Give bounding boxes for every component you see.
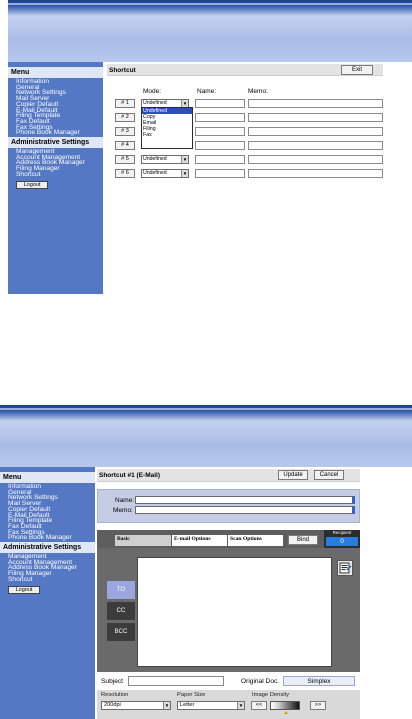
- shortcut-1-name-field[interactable]: [195, 99, 245, 108]
- address-book-icon-glyph: [338, 561, 352, 575]
- sidebar-item-email-default[interactable]: E-Mail Default: [16, 106, 58, 114]
- mode-dropdown-list: [141, 107, 193, 149]
- logout-button[interactable]: Logout: [16, 181, 48, 189]
- menu-list: [0, 483, 95, 542]
- shortcut-5-button[interactable]: # 5: [115, 155, 135, 164]
- shortcut-3-name-field[interactable]: [195, 127, 245, 136]
- original-doc-value[interactable]: Simplex: [283, 676, 355, 686]
- shortcut-5-mode-select[interactable]: [141, 155, 189, 164]
- sidebar-item-filing-manager[interactable]: Filing Manager: [8, 570, 52, 578]
- sidebar-item-fax-default[interactable]: Fax Default: [16, 117, 50, 125]
- shortcut-4-memo-field[interactable]: [248, 141, 383, 150]
- address-book-icon[interactable]: [337, 560, 353, 576]
- original-doc-label: Original Doc.: [241, 678, 280, 685]
- menu-heading: Menu: [8, 67, 103, 78]
- update-button[interactable]: Update: [278, 470, 308, 480]
- exit-button[interactable]: Exit: [341, 65, 373, 75]
- sidebar-item-management[interactable]: Management: [8, 553, 47, 561]
- sidebar-item-network-settings[interactable]: Network Settings: [8, 494, 58, 502]
- admin-list: [0, 553, 95, 584]
- address-list[interactable]: [137, 557, 332, 667]
- image-density-label: Image Density: [252, 692, 290, 698]
- admin-heading: Administrative Settings: [0, 542, 95, 553]
- tab-email-options[interactable]: E-mail Options: [172, 535, 227, 546]
- header-banner: [0, 405, 412, 467]
- shortcut-2-memo-field[interactable]: [248, 113, 383, 122]
- shortcut-4-button[interactable]: # 4: [115, 141, 135, 150]
- sidebar-item-general[interactable]: General: [16, 83, 40, 91]
- sidebar-item-fax-default[interactable]: Fax Default: [8, 522, 42, 530]
- sidebar-item-shortcut[interactable]: Shortcut: [8, 575, 33, 583]
- tab-bcc[interactable]: BCC: [107, 623, 135, 641]
- sidebar-item-network-settings[interactable]: Network Settings: [16, 89, 66, 97]
- density-scale: [270, 701, 300, 710]
- cancel-button[interactable]: Cancel: [314, 470, 344, 480]
- menu-heading: Menu: [0, 472, 95, 483]
- mode-option-filing[interactable]: Filing: [143, 126, 156, 132]
- chevron-down-icon: ▼: [238, 703, 244, 708]
- sidebar: [8, 62, 103, 294]
- subject-label: Subject: [101, 678, 123, 685]
- memo-label: Memo:: [113, 507, 133, 514]
- shortcut-6-name-field[interactable]: [195, 169, 245, 178]
- sidebar-item-account-management[interactable]: Account Management: [8, 558, 73, 566]
- shortcut-4-name-field[interactable]: [195, 141, 245, 150]
- shortcut-6-memo-field[interactable]: [248, 169, 383, 178]
- tab-to[interactable]: TO: [107, 581, 135, 599]
- sidebar-item-mail-server[interactable]: Mail Server: [8, 500, 42, 508]
- density-increase-button[interactable]: >>: [310, 701, 326, 710]
- sidebar-item-general[interactable]: General: [8, 488, 32, 496]
- paper-size-value: Letter: [180, 702, 195, 708]
- sidebar-item-information[interactable]: Information: [8, 483, 41, 490]
- shortcut-detail-screen: [0, 405, 412, 719]
- shortcut-6-mode-select[interactable]: [141, 169, 189, 178]
- mode-select-value: Undefined: [143, 100, 167, 106]
- resolution-select[interactable]: [101, 701, 171, 710]
- shortcut-list-screen: [8, 0, 412, 294]
- sidebar-item-management[interactable]: Management: [16, 148, 55, 156]
- sidebar-item-mail-server[interactable]: Mail Server: [16, 95, 50, 103]
- header-banner: [8, 0, 412, 62]
- sidebar-item-fax-settings[interactable]: Fax Settings: [8, 528, 45, 536]
- main-content: [103, 62, 412, 294]
- shortcut-3-button[interactable]: # 3: [115, 127, 135, 136]
- recipient-label: Recipient: [332, 530, 352, 535]
- sidebar-item-email-default[interactable]: E-Mail Default: [8, 511, 50, 519]
- memo-field[interactable]: [135, 506, 355, 514]
- tab-scan-options[interactable]: Scan Options: [228, 535, 283, 546]
- bind-button[interactable]: Bind: [288, 535, 318, 545]
- name-column-header: Name:: [197, 88, 217, 95]
- tab-basic[interactable]: Basic: [115, 535, 171, 546]
- sidebar: [0, 467, 95, 719]
- chevron-down-icon: ▼: [182, 101, 188, 106]
- tab-cc[interactable]: CC: [107, 602, 135, 620]
- page-title: Shortcut #1 (E-Mail): [99, 472, 161, 479]
- mode-option-copy[interactable]: Copy: [143, 114, 156, 120]
- sidebar-item-account-management[interactable]: Account Management: [16, 153, 81, 161]
- sidebar-item-fax-settings[interactable]: Fax Settings: [16, 123, 53, 131]
- shortcut-2-name-field[interactable]: [195, 113, 245, 122]
- memo-column-header: Memo:: [248, 88, 268, 95]
- chevron-down-icon: ▼: [182, 157, 188, 162]
- shortcut-6-button[interactable]: # 6: [115, 169, 135, 178]
- resolution-label: Resolution: [101, 692, 129, 698]
- mode-select-value: Undefined: [143, 170, 167, 176]
- logout-button[interactable]: Logout: [8, 586, 40, 594]
- sidebar-item-address-book-manager[interactable]: Address Book Manager: [8, 564, 77, 572]
- shortcut-5-name-field[interactable]: [195, 155, 245, 164]
- mode-option-undefined[interactable]: Undefined: [142, 108, 192, 114]
- sidebar-item-copier-default[interactable]: Copier Default: [8, 505, 51, 513]
- mode-column-header: Mode:: [143, 88, 162, 95]
- shortcut-1-button[interactable]: # 1: [115, 99, 135, 108]
- shortcut-2-button[interactable]: # 2: [115, 113, 135, 122]
- sidebar-item-copier-default[interactable]: Copier Default: [16, 100, 59, 108]
- sidebar-item-shortcut[interactable]: Shortcut: [16, 170, 41, 178]
- chevron-down-icon: ▼: [164, 703, 170, 708]
- density-decrease-button[interactable]: <<: [251, 701, 267, 710]
- chevron-down-icon: ▼: [182, 171, 188, 176]
- recipient-count: 0: [326, 537, 358, 546]
- mode-option-fax[interactable]: Fax: [143, 132, 152, 138]
- admin-list: [8, 148, 103, 179]
- sidebar-item-filing-template[interactable]: Filing Template: [8, 517, 53, 525]
- sidebar-item-filing-manager[interactable]: Filing Manager: [16, 165, 60, 173]
- shortcut-1-memo-field[interactable]: [248, 99, 383, 108]
- density-marker-icon: [284, 711, 288, 714]
- sidebar-item-phone-book-manager[interactable]: Phone Book Manager: [16, 129, 80, 137]
- main-content: [95, 467, 412, 719]
- admin-heading: Administrative Settings: [8, 137, 103, 148]
- name-label: Name:: [115, 497, 135, 504]
- shortcut-5-memo-field[interactable]: [248, 155, 383, 164]
- shortcut-3-memo-field[interactable]: [248, 127, 383, 136]
- menu-list: [8, 78, 103, 137]
- subject-field[interactable]: [128, 676, 224, 686]
- mode-select-value: Undefined: [143, 156, 167, 162]
- paper-size-label: Paper Size: [177, 692, 206, 698]
- page-title: Shortcut: [109, 67, 136, 74]
- mode-option-email[interactable]: Email: [143, 120, 157, 126]
- sidebar-item-address-book-manager[interactable]: Address Book Manager: [16, 159, 85, 167]
- resolution-value: 200dpi: [104, 702, 121, 708]
- sidebar-item-filing-template[interactable]: Filing Template: [16, 112, 61, 120]
- sidebar-item-phone-book-manager[interactable]: Phone Book Manager: [8, 534, 72, 542]
- paper-size-select[interactable]: [177, 701, 245, 710]
- name-field[interactable]: [135, 496, 355, 504]
- sidebar-item-information[interactable]: Information: [16, 78, 49, 85]
